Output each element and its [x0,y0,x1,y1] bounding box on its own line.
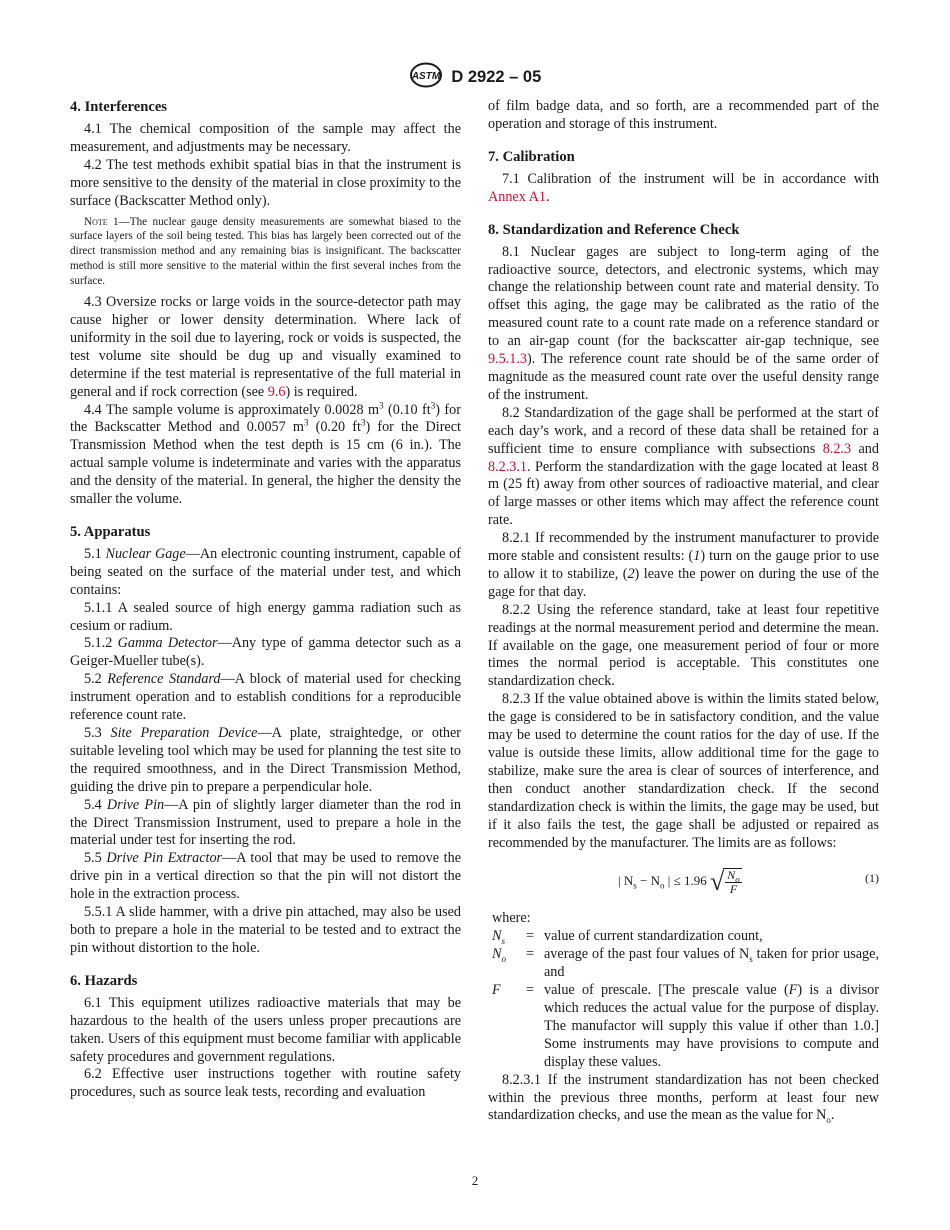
paragraph-5-2 [70,671,461,725]
p44-a: 4.4 The sample volume is approximately 0.0028 m [84,401,380,418]
p821-item-1: 1 [693,548,701,565]
definition-ns: value of current standardization count, [544,928,763,945]
paragraph-5-5-1: 5.5.1 A slide hammer, with a drive pin attached, may also be used both to prepare a hole in the material to be tested and to extract the pin without distortion to the hole. [70,904,461,956]
paragraph-5-1-2 [70,635,461,671]
link-9-5-1-3[interactable]: 9.5.1.3 [488,351,528,368]
term-drive-pin: Drive Pin [106,796,165,813]
where-label: where: [492,910,531,927]
paragraph-5-1-1: 5.1.1 A sealed source of high energy gamma radiation such as cesium or radium. [70,599,461,634]
p512-num: 5.1.2 [84,635,118,652]
paragraph-5-5 [70,850,461,904]
p821-b: ) turn on the gauge prior to use to allow it to stabilize, ( [488,548,880,582]
eq-numerator [725,869,742,883]
p82-and: and [851,440,879,457]
eq-fraction [725,869,742,896]
paragraph-8-2-2: 8.2.2 Using the reference standard, take at least four repetitive readings at the normal measurement period and determine the mean. If available on the gage, one measurement period of four or more times the normal period is acceptable. This constitutes one standardization check. [488,601,879,690]
p52-num: 5.2 [84,671,108,688]
paragraph-4-3-text-end: ) is required. [285,383,358,400]
equation-number: (1) [865,871,879,886]
term-nuclear-gage: Nuclear Gage [105,545,186,562]
term-site-preparation-device: Site Preparation Device [110,725,258,741]
paragraph-4-3 [70,294,461,401]
equation-expression [618,868,742,896]
paragraph-6-2: 6.2 Effective user instructions together with routine safety procedures, such as source leak tests, recording and evaluation [70,1066,461,1101]
p52-text: —A block of material used for checking instrument operation and to establish conditions for a reproducible reference count rate. [70,671,461,724]
p54-text: —A pin of slightly larger diameter than the rod in the Direct Transmission Instrument, used to prepare a hole in the material under test for inserting the rod. [70,796,462,849]
note-label: Note 1 [84,215,119,228]
equation-1 [488,860,879,900]
link-annex-a1[interactable]: Annex A1 [488,188,546,205]
paragraph-8-2-3: 8.2.3 If the value obtained above is within the limits stated below, the gage is considered to be in satisfactory condition, and the value may be used to determine the count ratios for the day of use. If the value is outside these limits, allow additional time for the gage to stabilize, make sure the area is clear of sources of interference, and then conduct another standardization check. If the second standardization check is within the limits, the gage may be used, but if it also fails the test, the gage shall be adjusted or repaired as recommended by the manufacturer. The limits are as follows: [488,691,879,851]
p44-d: (0.20 ft [308,419,361,436]
eq-sub-o: o [660,881,665,892]
p8231-text: 8.2.3.1 If the instrument standardization has not been checked within the previous three months, perform at least four new standardization checks, and use the mean as the value for N [488,1071,879,1124]
def-no-a: average of the past four values of N [544,946,750,963]
right-column [488,98,879,1125]
superscript-3: 3 [379,399,384,410]
document-designation: D 2922 – 05 [451,68,542,86]
p81-end: ). The reference count rate should be of the same order of magnitude as the measured count rate over the useful density range of the instrument. [488,351,879,403]
paragraph-8-1 [488,244,879,405]
def-no-sub: s [749,954,753,965]
term-reference-standard: Reference Standard [107,671,221,688]
def-f-a: value of prescale. [The prescale value ( [544,982,789,999]
eq-sub-s: s [633,881,637,892]
symbol-ns [492,928,526,946]
superscript-3: 3 [360,417,366,428]
eq-radicand [723,868,742,896]
def-f-symbol: F [788,982,798,999]
where-row-f [492,982,879,1072]
p54-num: 5.4 [84,796,107,813]
paragraph-7-1 [488,171,879,207]
p82-text: 8.2 Standardization of the gage shall be performed at the start of each day’s work, and a record of these data shall be retained for a sufficient time to ensure compliance with subsections [488,404,879,457]
p51-num: 5.1 [84,545,106,562]
page-header [0,62,950,93]
where-block [492,910,879,1071]
superscript-3: 3 [303,417,309,428]
paragraph-5-3 [70,725,461,797]
symbol-f: F [492,982,501,999]
p53-num: 5.3 [84,725,111,741]
square-root-icon: √ [710,867,725,897]
p512-text: —Any type of gamma detector such as a Geiger-Mueller tube(s). [70,635,462,670]
note-1 [70,215,461,290]
paragraph-6-1: 6.1 This equipment utilizes radioactive materials that may be hazardous to the health of the users unless proper precautions are taken. Users of this equipment must become familiar with applicable safety procedures and government regulations. [70,994,461,1065]
sym-n: N [492,928,502,945]
note-text: —The nuclear gauge density measurements are somewhat biased to the surface layers of the soil being tested. This bias has largely been corrected out of the direct transmission method and any remaining bias is insignificant. The backscatter method is still more sensitive to the material within the first several inches from the surface. [70,215,461,288]
page-number: 2 [471,1173,479,1188]
p71-text: 7.1 Calibration of the instrument will be in accordance with [502,170,879,187]
definition-no [544,946,879,982]
term-gamma-detector: Gamma Detector [117,635,218,652]
sym-n: N [492,946,502,963]
def-no-b: taken for prior usage, and [544,946,879,981]
link-8-2-3-1[interactable]: 8.2.3.1 [488,458,528,475]
left-column [70,98,461,1102]
section-heading-hazards: 6. Hazards [70,972,138,989]
sym-sub-s: s [501,936,505,947]
paragraph-8-2-3-1 [488,1072,879,1126]
p821-c: ) leave the power on during the use of the gage for that day. [488,565,879,600]
p55-num: 5.5 [84,850,107,867]
eq-num-sub-o: o [735,874,740,885]
paragraph-4-4 [70,399,461,509]
p44-e: ) for the Direct Transmission Method when the test depth is 15 cm (6 in.). The actual sample volume is indeterminate and varies with the apparatus and the density of the material. In general, the higher the density the smaller the volume. [70,419,461,508]
paragraph-4-1: 4.1 The chemical composition of the sample may affect the measurement, and adjustments may be necessary. [70,121,461,155]
def-f-b: ) is a divisor which reduces the actual value for the purpose of display. The manufactor will supply this value if other than 1.0.] Some instruments may have provisions to compute and display these values. [544,982,879,1070]
term-drive-pin-extractor: Drive Pin Extractor [106,850,223,867]
paragraph-4-2: 4.2 The test methods exhibit spatial bias in that the instrument is more sensitive to the density of the material in close proximity to the surface (Backscatter Method only). [70,156,461,209]
eq-num-n: N [727,868,736,883]
section-heading-apparatus: 5. Apparatus [70,523,151,540]
paragraph-6-2-continued: of film badge data, and so forth, are a recommended part of the operation and storage of this instrument. [488,98,879,132]
p55-text: —A tool that may be used to remove the drive pin in a vertical direction so that the pin will not distort the hole in the extraction process. [70,850,461,903]
p82-end: . Perform the standardization with the gage located at least 8 m (25 ft) away from other sources of radioactive material, and clear of large masses or other items which may affect the reference count rate. [488,458,879,529]
eq-minus: − N [636,873,660,889]
section-heading-standardization: 8. Standardization and Reference Check [488,221,740,238]
p821-item-2: 2 [627,565,635,582]
paragraph-5-4 [70,797,461,851]
paragraph-5-1 [70,546,461,600]
superscript-3: 3 [430,399,436,410]
section-heading-calibration: 7. Calibration [488,148,575,165]
equals-sign: = [526,928,535,945]
eq-lhs: | N [618,873,634,889]
link-8-2-3[interactable]: 8.2.3 [822,440,852,457]
p821-a: 8.2.1 If recommended by the instrument manufacturer to provide more stable and consistent results: ( [488,530,879,565]
symbol-no [492,946,526,982]
equals-sign: = [526,946,535,963]
where-row-no [492,946,879,982]
p44-c: ) for the Backscatter Method and 0.0057 m [70,401,461,436]
p71-end: . [545,188,550,205]
astm-logo-icon [409,62,443,93]
definition-f [544,982,879,1072]
p8231-sub-o: o [826,1115,831,1126]
paragraph-8-2 [488,405,879,530]
paragraph-8-2-1 [488,530,879,602]
section-heading-interferences: 4. Interferences [70,99,167,115]
eq-denominator: F [729,882,738,897]
equals-sign: = [526,982,535,999]
p53-text: —A plate, straightedge, or other suitable leveling tool which may be used for planning the test site to the required smoothness, and in the Direct Transmission Method, guiding the drive pin to prepare a perpendicular hole. [70,725,462,795]
eq-rhs: | ≤ 1.96 [664,873,707,889]
p8231-end: . [830,1107,835,1124]
p44-b: (0.10 ft [383,401,431,418]
paragraph-4-3-text: 4.3 Oversize rocks or large voids in the source-detector path may cause higher or lower density determination. Where lack of uniformity in the soil due to layering, rock or voids is suspected, the test volume site should be dug up and visually examined to determine if the test material is representative of the full material in general and if rock correction (see [70,294,461,400]
link-9-6[interactable]: 9.6 [267,383,286,400]
svg-text:ASTM: ASTM [411,71,440,82]
where-row-ns [492,928,879,946]
p51-text: —An electronic counting instrument, capable of being seated on the surface of the material under test, and which contains: [70,545,461,598]
p81-text: 8.1 Nuclear gages are subject to long-term aging of the radioactive source, detectors, and electronic systems, which may change the relationship between count rate and material density. To offset this aging, the gage may be calibrated as the ratio of the measured count rate to a count rate made on a reference standard or to an air-gap count (for the backscatter air-gap technique, see [488,243,879,350]
sym-sub-o: o [501,954,506,965]
